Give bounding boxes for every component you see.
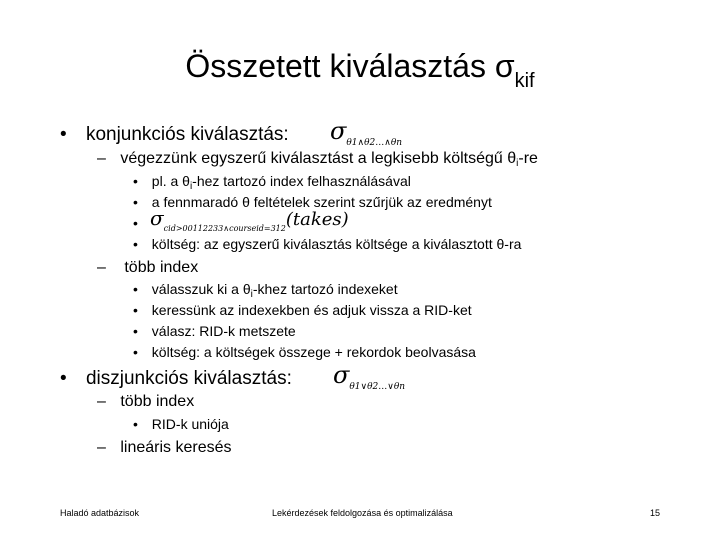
subitem-cheapest-suffix: -re	[518, 150, 538, 167]
formula-argument: (takes)	[285, 209, 349, 230]
list-item-subscript: i	[250, 289, 253, 300]
slide-title	[0, 48, 720, 93]
list-item	[133, 236, 521, 252]
dash-marker: –	[97, 439, 106, 456]
footer-page-number: 15	[650, 508, 661, 518]
bullet-marker: •	[133, 344, 138, 360]
subitem-multi-index-disjunctive	[97, 393, 194, 411]
slide-title-main: Összetett kiválasztás σ	[185, 48, 515, 84]
list-item	[133, 302, 472, 318]
bullet-marker: •	[133, 302, 138, 318]
bullet-disjunctive-label: diszjunkciós kiválasztás:	[85, 368, 292, 389]
subitem-linear-search	[97, 439, 232, 457]
slide-title-subscript: kif	[514, 70, 535, 92]
bullet-marker: •	[133, 236, 138, 252]
list-item-text: válasz: RID-k metszete	[151, 323, 296, 339]
dash-marker: –	[97, 150, 106, 167]
list-item-text: a fennmaradó θ feltételek szerint szűrjük az eredményt	[151, 194, 492, 210]
disjunctive-formula	[333, 361, 405, 392]
list-item	[133, 416, 229, 432]
list-item-suffix: -hez tartozó index felhasználásával	[192, 173, 411, 189]
list-item-text: válasszuk ki a θ	[151, 281, 251, 297]
footer-center: Lekérdezések feldolgozása és optimalizálása	[272, 508, 453, 518]
list-item-text: költség: az egyszerű kiválasztás költsége a kiválasztott θ-ra	[151, 236, 522, 252]
dash-marker: –	[97, 393, 106, 410]
bullet-disjunctive	[60, 368, 292, 390]
bullet-marker: •	[133, 173, 138, 189]
subitem-multi-index-label: több index	[120, 393, 195, 410]
bullet-conjunctive-label: konjunkciós kiválasztás:	[85, 124, 289, 145]
bullet-marker: •	[133, 323, 138, 339]
bullet-marker: •	[133, 416, 138, 432]
formula-sigma: σ	[333, 361, 350, 389]
subitem-cheapest-selection	[97, 150, 538, 169]
subitem-cheapest-text: végezzünk egyszerű kiválasztást a legkisebb költségű θ	[120, 150, 517, 167]
bullet-marker: •	[133, 281, 138, 297]
bullet-marker: •	[133, 194, 138, 210]
footer-left: Haladó adatbázisok	[60, 508, 140, 518]
list-item-text: RID-k uniója	[151, 416, 229, 432]
list-item-text: keressünk az indexekben és adjuk vissza a RID-ket	[151, 302, 472, 318]
formula-subscript: cid>00112233∧courseid=312	[163, 224, 286, 233]
list-item	[133, 344, 476, 360]
formula-subscript: θ1∨θ2…∨θn	[349, 382, 406, 392]
bullet-marker: •	[133, 215, 138, 231]
list-item-text: költség: a költségek összege + rekordok beolvasása	[151, 344, 476, 360]
list-item	[133, 215, 138, 231]
list-item	[133, 323, 296, 339]
formula-subscript: θ1∧θ2…∧θn	[346, 138, 403, 148]
subitem-multi-index-label: több index	[124, 259, 199, 276]
list-item	[133, 281, 398, 300]
subitem-multi-index	[97, 259, 198, 277]
bullet-marker: •	[60, 124, 67, 145]
example-formula	[150, 206, 349, 233]
list-item	[133, 173, 411, 192]
formula-sigma: σ	[150, 206, 164, 230]
list-item-text: pl. a θ	[151, 173, 190, 189]
formula-sigma: σ	[330, 117, 347, 145]
subitem-linear-search-label: lineáris keresés	[120, 439, 232, 456]
subitem-cheapest-subscript: i	[516, 158, 519, 169]
list-item-suffix: -khez tartozó indexeket	[252, 281, 398, 297]
bullet-conjunctive	[60, 124, 289, 146]
conjunctive-formula	[330, 117, 402, 148]
bullet-marker: •	[60, 368, 67, 389]
list-item-subscript: i	[189, 181, 193, 192]
dash-marker: –	[97, 259, 106, 276]
